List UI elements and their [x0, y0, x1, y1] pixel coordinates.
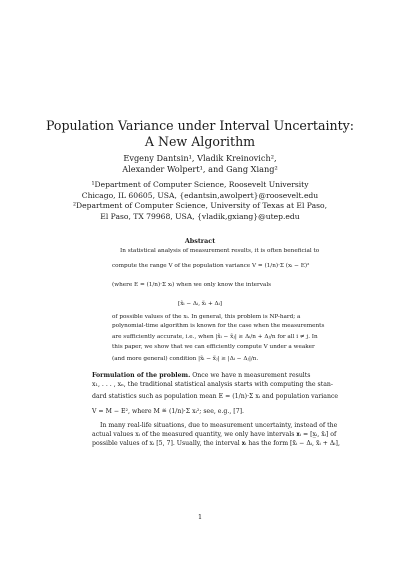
- abstract-line: (and more general) condition |x̃ᵢ − x̃ⱼ| ≥ |Δᵢ − Δⱼ|/n.: [112, 356, 259, 362]
- affiliation-line-2: Chicago, IL 60605, USA, {edantsin,awolpert}@roosevelt.edu: [81, 190, 319, 200]
- affiliation-line-1: ¹Department of Computer Science, Roosevelt University: [91, 180, 309, 189]
- body-line: possible values of xᵢ [5, 7]. Usually, the interval 𝐱ᵢ has the form [x̃ᵢ − Δᵢ, x̃ᵢ + Δᵢ],: [92, 440, 340, 447]
- body-line-first: [92, 371, 314, 380]
- affiliations: [30, 180, 370, 222]
- abstract-line: this paper, we show that we can efficiently compute V under a weaker: [112, 344, 315, 350]
- paper-title: [40, 118, 360, 150]
- authors-line-2: Alexander Wolpert¹, and Gang Xiang²: [122, 164, 278, 174]
- abstract-line: compute the range V of the population variance V = (1/n)·Σ (xᵢ − E)²: [112, 263, 310, 269]
- body-text: Once we have n measurement results: [192, 372, 311, 379]
- body-line: In many real-life situations, due to measurement uncertainty, instead of the: [100, 422, 338, 429]
- abstract-line: polynomial-time algorithm is known for the case when the measurements: [112, 323, 325, 329]
- abstract-line: of possible values of the xᵢ. In general, this problem is NP-hard; a: [112, 314, 301, 320]
- abstract-line: are sufficiently accurate, i.e., when |x̃ᵢ − x̃ⱼ| ≥ Δᵢ/n + Δⱼ/n for all i ≠ j. In: [112, 334, 318, 340]
- title-line-1: Population Variance under Interval Uncertainty:: [45, 118, 355, 133]
- section-heading: Formulation of the problem.: [92, 372, 191, 379]
- page-number: 1: [197, 513, 203, 521]
- author-list: [40, 153, 360, 175]
- authors-line-1: Evgeny Dantsin¹, Vladik Kreinovich²,: [123, 153, 277, 163]
- affiliation-line-3: ²Department of Computer Science, University of Texas at El Paso,: [73, 201, 327, 210]
- affiliation-line-4: El Paso, TX 79968, USA, {vladik,gxiang}@utep.edu: [100, 211, 300, 221]
- body-line: V = M − E², where M ≝ (1/n)·Σ xᵢ²; see, e.g., [7].: [92, 408, 245, 415]
- abstract-formula: [x̃ᵢ − Δᵢ, x̃ᵢ + Δᵢ]: [177, 301, 223, 307]
- body-line: dard statistics such as population mean E = (1/n)·Σ xᵢ and population variance: [92, 393, 339, 400]
- body-line: x₁, . . . , xₙ, the traditional statistical analysis starts with computing the stan-: [92, 381, 333, 388]
- body-line: actual values xᵢ of the measured quantity, we only have intervals 𝐱ᵢ = [x̲ᵢ, x̄ᵢ] of: [92, 431, 337, 438]
- abstract-line: (where E = (1/n)·Σ xᵢ) when we only know the intervals: [112, 282, 272, 288]
- abstract-heading: Abstract: [184, 237, 216, 245]
- abstract-line: In statistical analysis of measurement results, it is often beneficial to: [120, 248, 320, 254]
- title-line-2: A New Algorithm: [144, 134, 256, 149]
